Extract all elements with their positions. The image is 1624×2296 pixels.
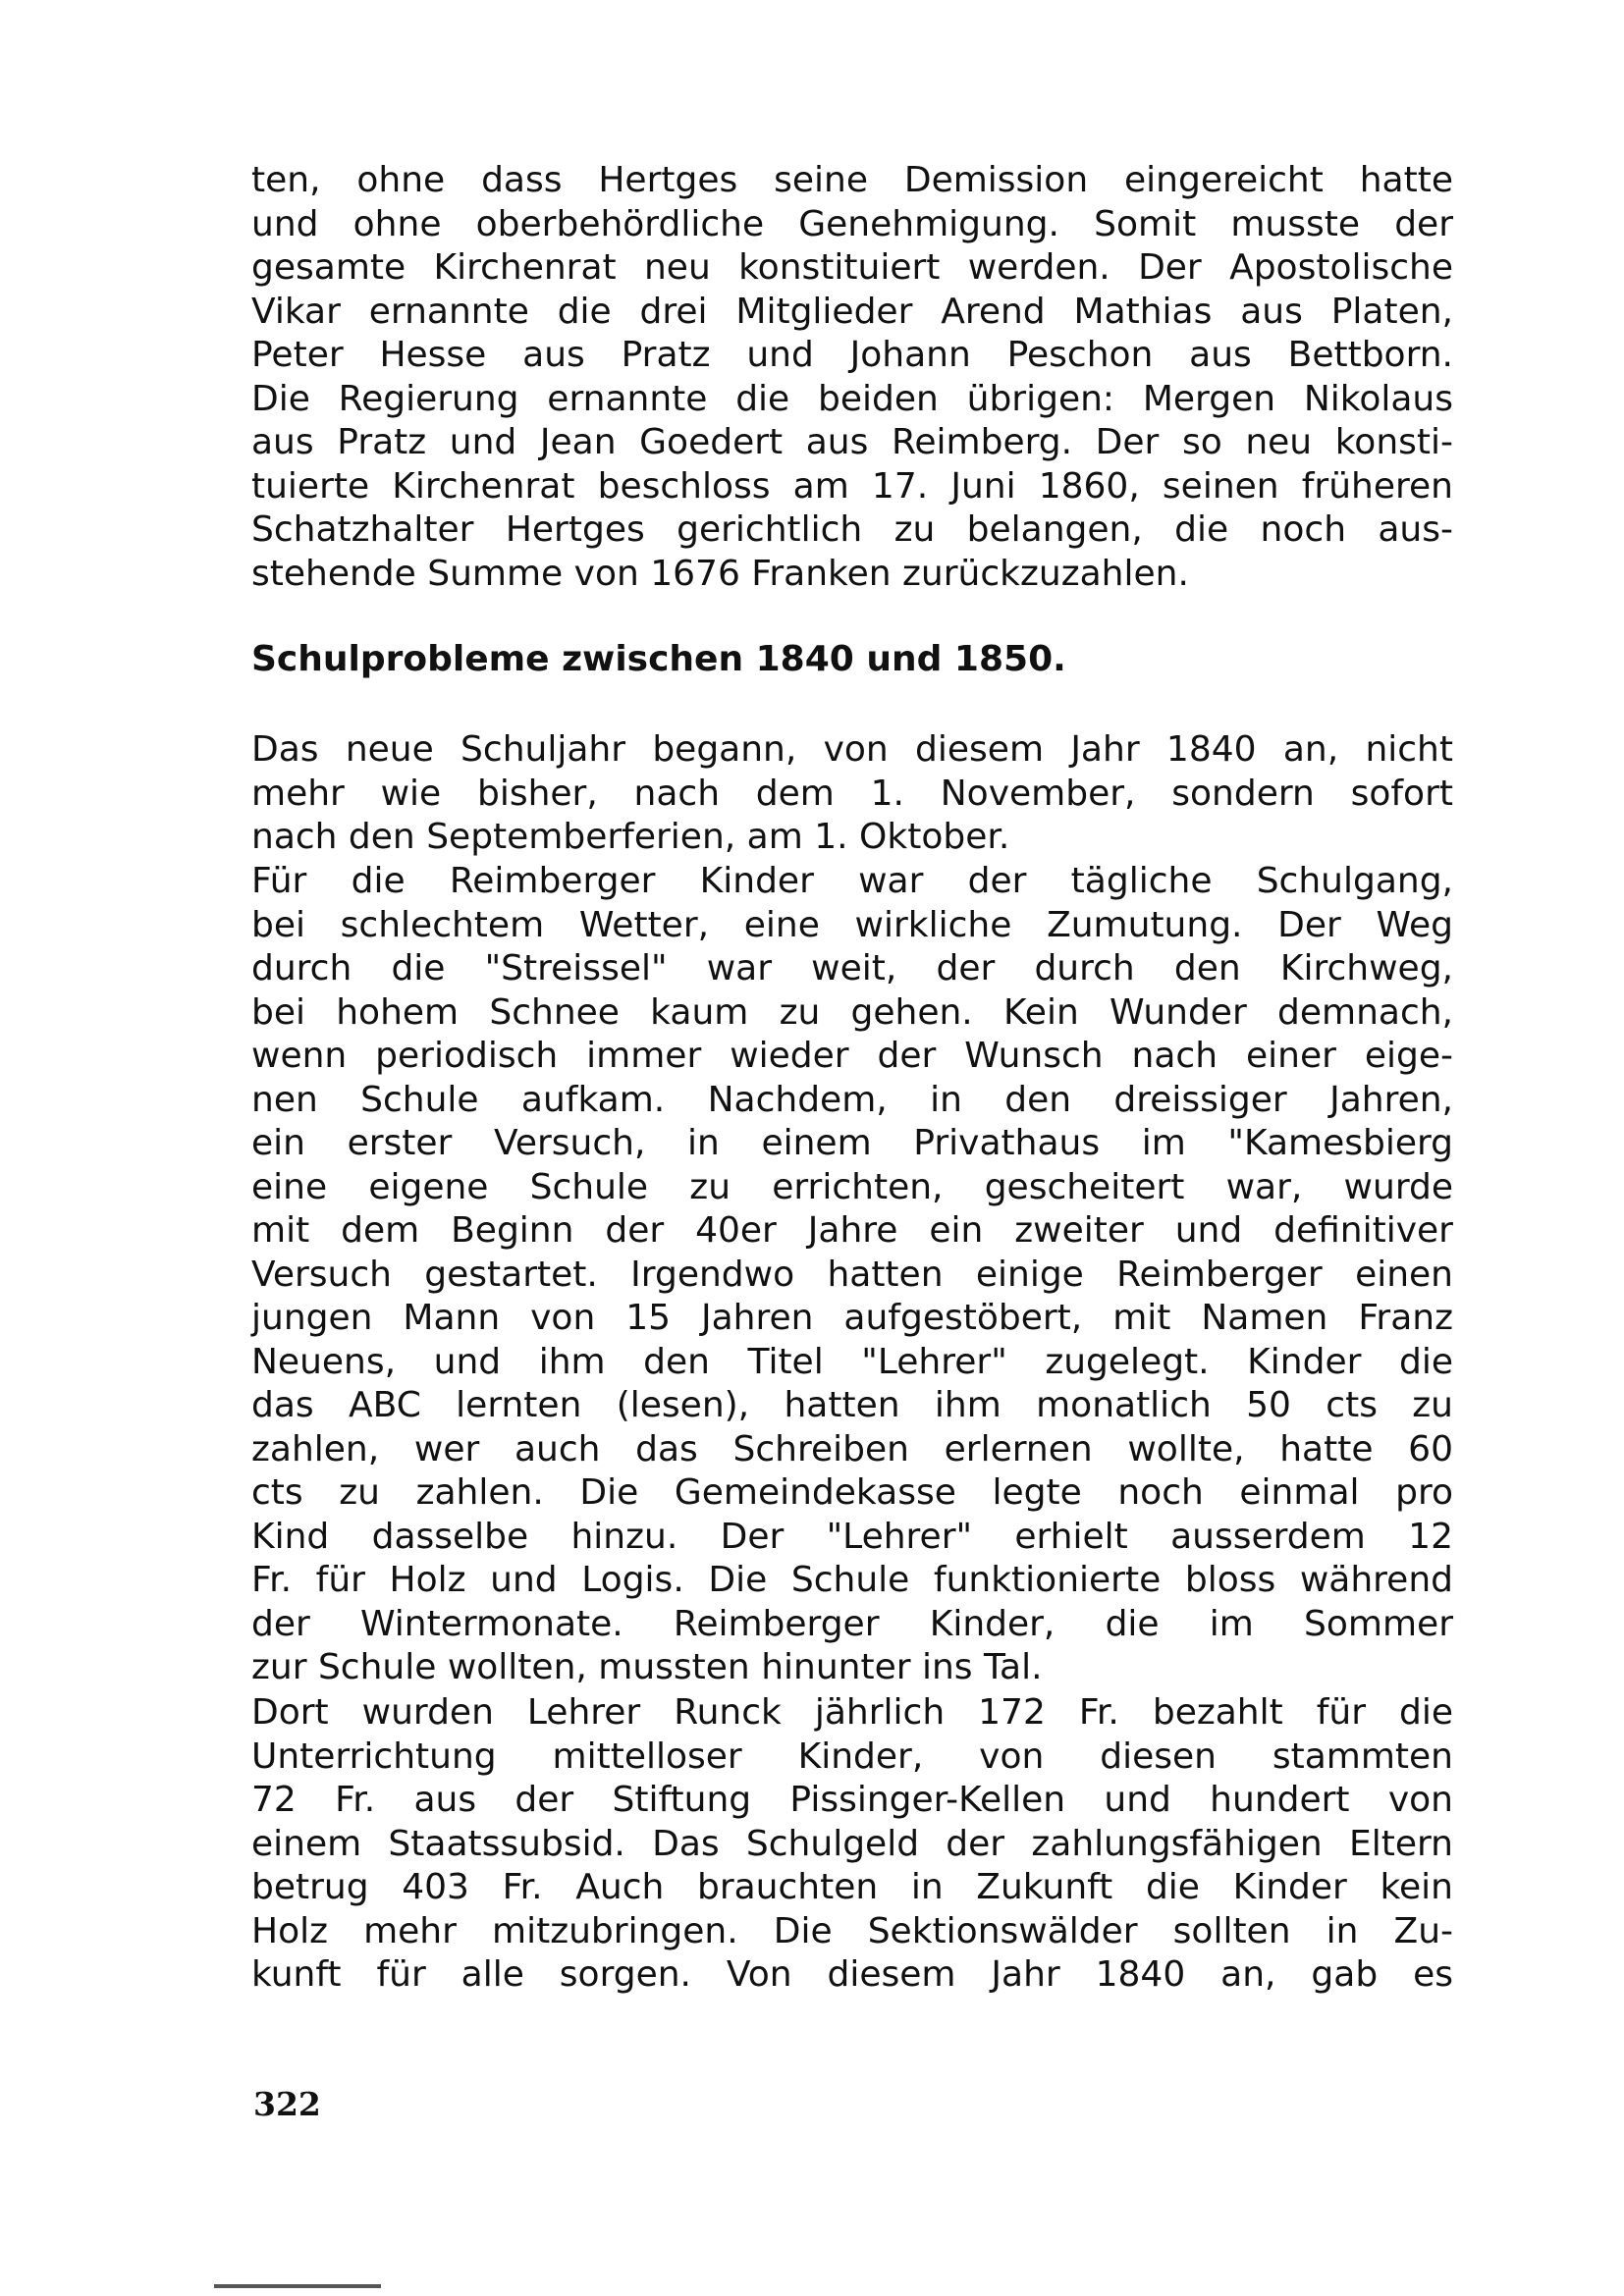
text-line: Kind dasselbe hinzu. Der "Lehrer" erhielt ausserdem 12 (251, 1516, 1453, 1557)
text-line: jungen Mann von 15 Jahren aufgestöbert, mit Namen Franz (251, 1298, 1453, 1338)
text-line: Holz mehr mitzubringen. Die Sektionswälder sollten in Zu- (251, 1910, 1453, 1951)
text-line: bei schlechtem Wetter, eine wirkliche Zumutung. Der Weg (251, 904, 1453, 945)
paragraph-reimberg-school (251, 860, 1453, 1690)
text-line: einem Staatssubsid. Das Schulgeld der zahlungsfähigen Eltern (251, 1823, 1453, 1864)
text-line: Dort wurden Lehrer Runck jährlich 172 Fr. bezahlt für die (251, 1692, 1453, 1733)
text-line: Schatzhalter Hertges gerichtlich zu belangen, die noch aus- (251, 509, 1453, 550)
text-line: mehr wie bisher, nach dem 1. November, sondern sofort (251, 773, 1453, 814)
text-line: ein erster Versuch, in einem Privathaus im "Kamesbierg (251, 1123, 1453, 1163)
text-line: Unterrichtung mittelloser Kinder, von diesen stammten (251, 1735, 1453, 1777)
text-line: Fr. für Holz und Logis. Die Schule funktionierte bloss während (251, 1560, 1453, 1600)
text-line: cts zu zahlen. Die Gemeindekasse legte noch einmal pro (251, 1472, 1453, 1513)
scan-edge-mark (214, 2284, 381, 2288)
text-line: kunft für alle sorgen. Von diesem Jahr 1840 an, gab es (251, 1954, 1453, 1995)
text-line: Das neue Schuljahr begann, von diesem Jahr 1840 an, nicht (251, 729, 1453, 770)
text-line: nach den Septemberferien, am 1. Oktober. (251, 817, 1010, 857)
text-line: Peter Hesse aus Pratz und Johann Peschon aus Bettborn. (251, 335, 1453, 375)
text-line: eine eigene Schule zu errichten, gescheitert war, wurde (251, 1166, 1453, 1207)
section-heading: Schulprobleme zwischen 1840 und 1850. (251, 639, 1066, 679)
text-line: tuierte Kirchenrat beschloss am 17. Juni 1860, seinen früheren (251, 465, 1453, 507)
text-line: nen Schule aufkam. Nachdem, in den dreissiger Jahren, (251, 1079, 1453, 1120)
paragraph-teacher-payment (251, 1691, 1453, 1998)
page-number: 322 (253, 2085, 321, 2123)
text-line: stehende Summe von 1676 Franken zurückzuzahlen. (251, 553, 1189, 594)
text-line: ten, ohne dass Hertges seine Demission eingereicht hatte (251, 160, 1453, 200)
text-line: 72 Fr. aus der Stiftung Pissinger-Kellen und hundert von (251, 1780, 1453, 1820)
paragraph-school-year (251, 728, 1453, 860)
text-line: gesamte Kirchenrat neu konstituiert werden. Der Apostolische (251, 247, 1453, 288)
text-line: bei hohem Schnee kaum zu gehen. Kein Wunder demnach, (251, 991, 1453, 1033)
text-line: durch die "Streissel" war weit, der durch den Kirchweg, (251, 948, 1453, 988)
text-line: zur Schule wollten, mussten hinunter ins Tal. (251, 1647, 1043, 1687)
text-line: Versuch gestartet. Irgendwo hatten einige Reimberger einen (251, 1254, 1453, 1295)
text-line: das ABC lernten (lesen), hatten ihm monatlich 50 cts zu (251, 1385, 1453, 1425)
text-line: Neuens, und ihm den Titel "Lehrer" zugelegt. Kinder die (251, 1341, 1453, 1382)
text-line: und ohne oberbehördliche Genehmigung. Somit musste der (251, 203, 1453, 244)
text-line: zahlen, wer auch das Schreiben erlernen wollte, hatte 60 (251, 1428, 1453, 1469)
text-line: wenn periodisch immer wieder der Wunsch nach einer eige- (251, 1036, 1453, 1076)
text-line: betrug 403 Fr. Auch brauchten in Zukunft die Kinder kein (251, 1867, 1453, 1907)
text-line: aus Pratz und Jean Goedert aus Reimberg. Der so neu konsti- (251, 422, 1453, 462)
text-line: Vikar ernannte die drei Mitglieder Arend Mathias aus Platen, (251, 291, 1453, 332)
text-line: mit dem Beginn der 40er Jahre ein zweiter und definitiver (251, 1210, 1453, 1251)
paragraph-continued (251, 159, 1453, 596)
text-line: der Wintermonate. Reimberger Kinder, die im Sommer (251, 1603, 1453, 1644)
text-line: Für die Reimberger Kinder war der tägliche Schulgang, (251, 861, 1453, 901)
text-line: Die Regierung ernannte die beiden übrigen: Mergen Nikolaus (251, 378, 1453, 419)
